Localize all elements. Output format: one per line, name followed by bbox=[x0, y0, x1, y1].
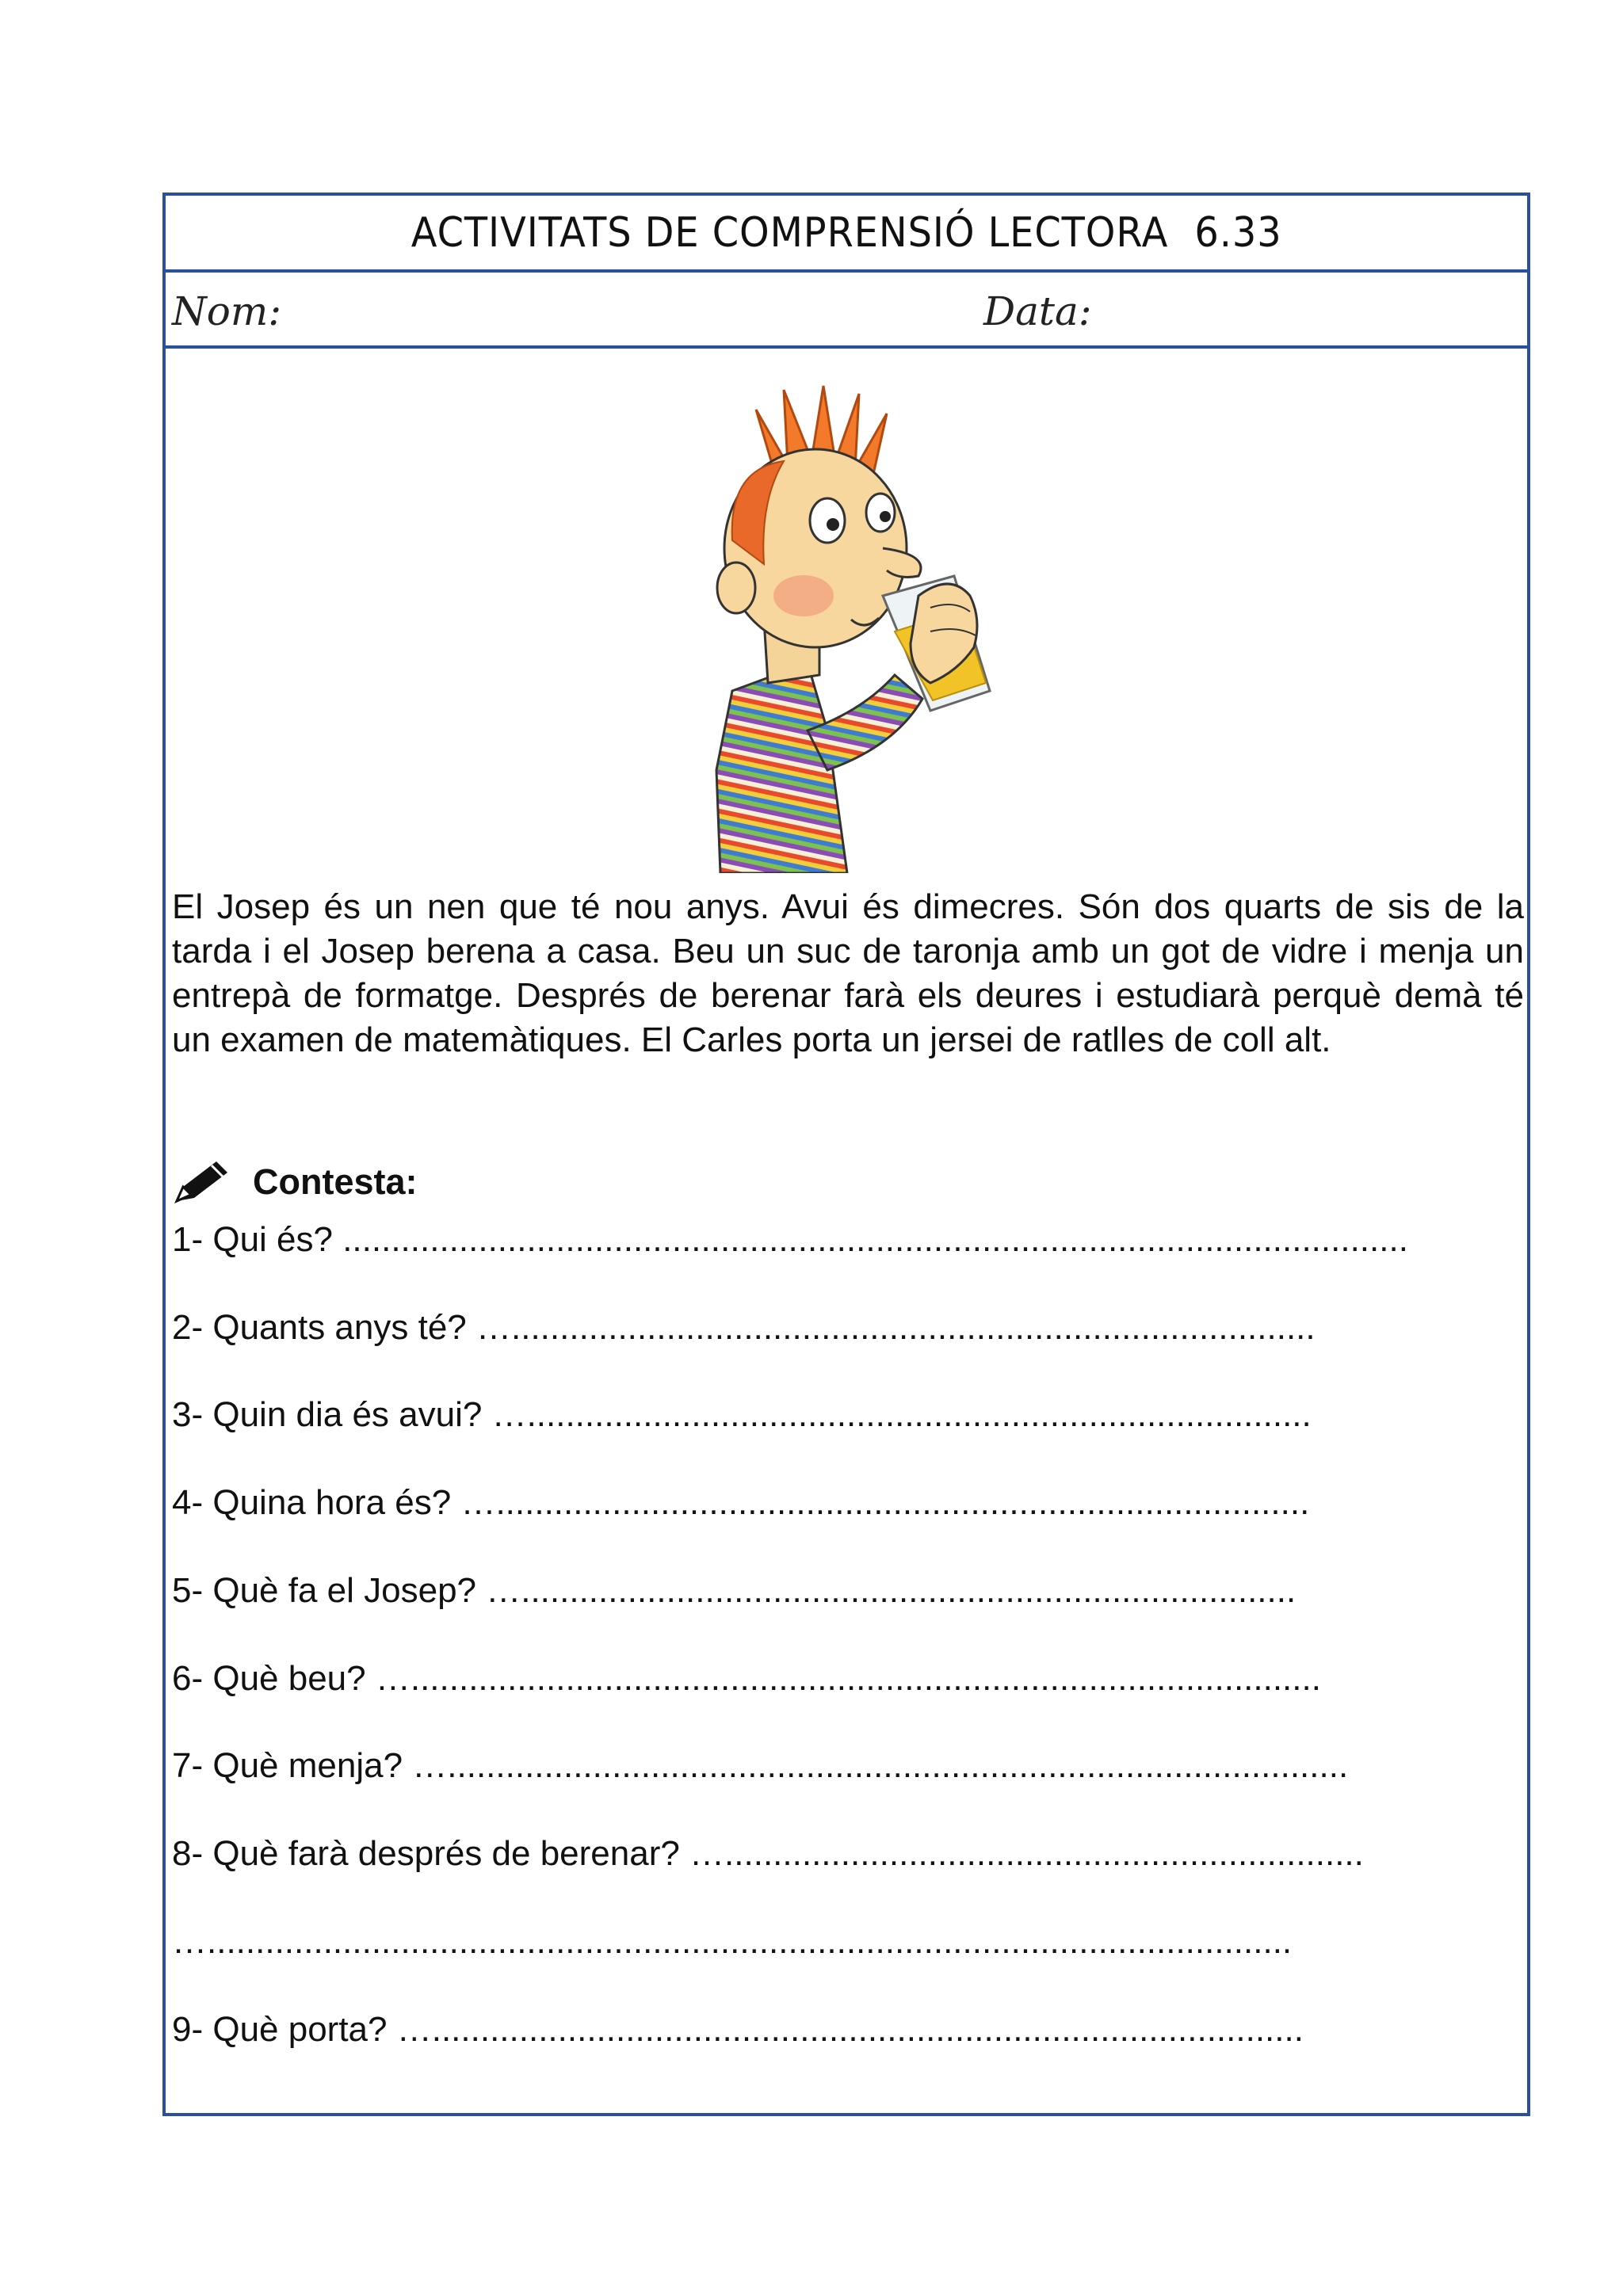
pencil-icon bbox=[172, 1158, 232, 1206]
boy-figure bbox=[716, 386, 990, 873]
title-row bbox=[166, 196, 1527, 273]
answer-title: Contesta: bbox=[253, 1161, 418, 1202]
question-4[interactable]: 4- Quina hora és? ….................................................................................... bbox=[172, 1483, 1310, 1522]
question-5[interactable]: 5- Què fa el Josep? …................................................................................ bbox=[172, 1571, 1296, 1610]
question-7[interactable]: 7- Què menja? …............................................................................................. bbox=[172, 1746, 1349, 1785]
question-9[interactable]: 9- Què porta? ….......................................................................................... bbox=[172, 2010, 1304, 2049]
worksheet-number: 6.33 bbox=[1194, 208, 1282, 257]
worksheet-frame bbox=[162, 193, 1530, 2116]
title-text: ACTIVITATS DE COMPRENSIÓ LECTORA bbox=[411, 208, 1169, 257]
question-8-extra-line[interactable]: …................................................................................................................ bbox=[172, 1922, 1293, 1961]
question-3[interactable]: 3- Quin dia és avui? …................................................................................. bbox=[172, 1395, 1312, 1434]
worksheet-title bbox=[411, 209, 1282, 257]
name-date-row bbox=[166, 273, 1527, 349]
boy-drinking-juice-illustration bbox=[657, 358, 1069, 873]
answer-heading bbox=[172, 1154, 418, 1210]
date-label: Data: bbox=[983, 288, 1092, 334]
question-1[interactable]: 1- Qui és? .............................................................................................................. bbox=[172, 1220, 1408, 1259]
question-8[interactable]: 8- Què farà després de berenar? ….................................................................. bbox=[172, 1834, 1364, 1873]
question-2[interactable]: 2- Quants anys té? …................................................................................... bbox=[172, 1308, 1316, 1347]
name-label: Nom: bbox=[172, 288, 282, 334]
question-6[interactable]: 6- Què beu? ….............................................................................................. bbox=[172, 1659, 1321, 1698]
reading-passage: El Josep és un nen que té nou anys. Avui és dimecres. Són dos quarts de sis de la tarda i el Josep berena a casa. Beu un suc de taronja amb un got de vidre i menja un entrepà de formatge. Després de berenar farà els deures i estudiarà perquè demà té un examen de matemàtiques. El Carles porta un jersei de ratlles de coll alt. bbox=[172, 887, 1524, 1059]
